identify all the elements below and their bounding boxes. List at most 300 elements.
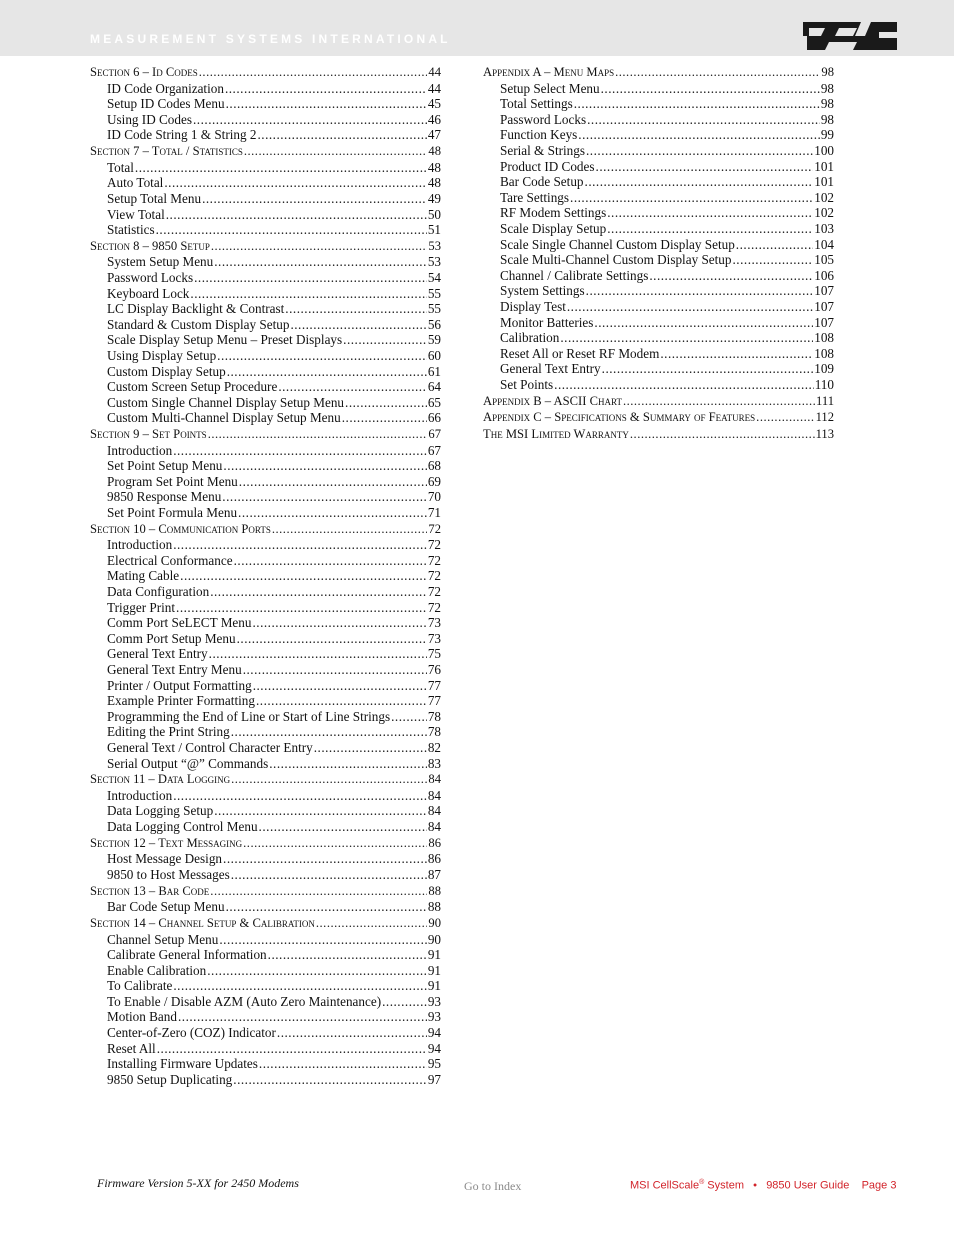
- toc-page-number: 48: [428, 144, 441, 159]
- toc-entry[interactable]: [483, 361, 834, 377]
- toc-entry-title: Bar Code Setup Menu: [107, 899, 225, 915]
- toc-page-number: 104: [814, 236, 834, 252]
- toc-page-number: 78: [427, 708, 441, 724]
- toc-entry[interactable]: [90, 332, 441, 348]
- toc-page-number: 101: [814, 174, 834, 190]
- toc-entry-title: Reset All: [107, 1040, 156, 1056]
- toc-entry[interactable]: [90, 584, 441, 600]
- dot-leader: [231, 724, 427, 740]
- toc-entry[interactable]: [90, 301, 441, 317]
- toc-section-entry[interactable]: [90, 238, 441, 255]
- toc-page-number: 98: [820, 96, 834, 112]
- toc-entry-title: Programming the End of Line or Start of Line Strings: [107, 708, 391, 724]
- toc-entry[interactable]: [483, 268, 834, 284]
- toc-entry[interactable]: [90, 1041, 441, 1057]
- toc-entry[interactable]: [90, 127, 441, 143]
- toc-entry-title: 9850 Response Menu: [107, 489, 222, 505]
- dot-leader: [223, 851, 427, 867]
- toc-section-entry[interactable]: [483, 393, 834, 410]
- toc-entry[interactable]: [483, 377, 834, 393]
- toc-entry-title: 9850 to Host Messages: [107, 866, 230, 882]
- toc-page-number: 97: [427, 1071, 441, 1087]
- toc-page-number: 110: [814, 376, 834, 392]
- toc-page-number: 73: [427, 630, 441, 646]
- toc-entry-title: Comm Port SeLECT Menu: [107, 615, 252, 631]
- toc-entry[interactable]: [90, 458, 441, 474]
- toc-page-number: 101: [814, 158, 834, 174]
- toc-page-number: 112: [815, 410, 834, 425]
- toc-column-left: [90, 64, 441, 1087]
- toc-page-number: 113: [815, 426, 834, 441]
- toc-page-number: 98: [821, 65, 834, 79]
- toc-entry-title: The MSI Limited Warranty: [483, 426, 629, 441]
- toc-section-entry[interactable]: [90, 883, 441, 900]
- dot-leader: [607, 205, 813, 221]
- toc-page-number: 94: [427, 1025, 441, 1041]
- toc-entry[interactable]: [90, 112, 441, 128]
- dot-leader: [239, 474, 427, 490]
- toc-entry-title: Custom Single Channel Display Setup Menu: [107, 394, 345, 410]
- toc-page-number: 73: [427, 615, 441, 631]
- toc-entry-title: Scale Display Setup Menu – Preset Displays: [107, 332, 343, 348]
- toc-page-number: 59: [427, 332, 441, 348]
- dot-leader: [277, 1025, 427, 1041]
- dot-leader: [231, 867, 427, 883]
- toc-entry-title: Electrical Conformance: [107, 552, 233, 568]
- toc-entry-title: Serial & Strings: [500, 143, 585, 159]
- toc-entry[interactable]: [90, 207, 441, 223]
- toc-entry-title: 9850 Setup Duplicating: [107, 1071, 233, 1087]
- dot-leader: [231, 771, 427, 788]
- toc-page-number: 61: [427, 363, 441, 379]
- toc-entry-title: Motion Band: [107, 1009, 177, 1025]
- toc-entry-title: Section 13 – Bar Code: [90, 883, 210, 898]
- toc-entry[interactable]: [90, 662, 441, 678]
- dot-leader: [272, 521, 428, 538]
- dot-leader: [285, 301, 427, 317]
- toc-entry[interactable]: [90, 474, 441, 490]
- toc-page-number: 77: [427, 693, 441, 709]
- toc-entry-title: RF Modem Settings: [500, 205, 607, 221]
- toc-entry-title: Data Logging Control Menu: [107, 819, 258, 835]
- toc-entry[interactable]: [90, 693, 441, 709]
- dot-leader: [268, 947, 427, 963]
- toc-page-number: 84: [427, 787, 441, 803]
- toc-entry[interactable]: [483, 252, 834, 268]
- toc-entry[interactable]: [483, 174, 834, 190]
- toc-entry-title: Tare Settings: [500, 189, 570, 205]
- toc-section-entry[interactable]: [90, 915, 441, 932]
- dot-leader: [253, 678, 427, 694]
- toc-page-number: 72: [427, 537, 441, 553]
- toc-page-number: 100: [814, 143, 834, 159]
- dot-leader: [209, 646, 427, 662]
- toc-entry[interactable]: [90, 756, 441, 772]
- toc-entry[interactable]: [90, 537, 441, 553]
- go-to-index-link[interactable]: Go to Index: [464, 1179, 522, 1193]
- toc-page-number: 77: [427, 677, 441, 693]
- toc-page-number: 108: [814, 345, 834, 361]
- toc-entry[interactable]: [483, 143, 834, 159]
- toc-entry-title: Calibration: [500, 330, 560, 346]
- toc-page-number: 87: [427, 866, 441, 882]
- toc-entry-title: Auto Total: [107, 175, 164, 191]
- dot-leader: [602, 361, 814, 377]
- toc-page-number: 53: [427, 254, 441, 270]
- dot-leader: [382, 994, 427, 1010]
- toc-entry[interactable]: [483, 221, 834, 237]
- toc-entry-title: Appendix C – Specifications & Summary of Features: [483, 410, 756, 425]
- toc-entry[interactable]: [483, 205, 834, 221]
- toc-entry-title: Introduction: [107, 442, 173, 458]
- dot-leader: [594, 315, 813, 331]
- toc-entry-title: Set Point Setup Menu: [107, 458, 223, 474]
- toc-entry-title: Channel Setup Menu: [107, 931, 219, 947]
- dot-leader: [259, 1056, 427, 1072]
- toc-entry[interactable]: [483, 299, 834, 315]
- toc-page-number: 88: [427, 899, 441, 915]
- toc-entry[interactable]: [90, 348, 441, 364]
- toc-entry-title: ID Code String 1 & String 2: [107, 127, 257, 143]
- dot-leader: [244, 143, 428, 160]
- toc-entry-title: Introduction: [107, 787, 173, 803]
- toc-entry[interactable]: [90, 96, 441, 112]
- toc-section-entry[interactable]: [483, 409, 834, 426]
- toc-entry-title: Section 14 – Channel Setup & Calibration: [90, 915, 315, 930]
- toc-entry[interactable]: [90, 443, 441, 459]
- toc-entry-title: Set Points: [500, 376, 554, 392]
- dot-leader: [194, 270, 427, 286]
- toc-section-entry[interactable]: [90, 835, 441, 852]
- toc-entry-title: Section 6 – Id Codes: [90, 65, 198, 79]
- toc-entry[interactable]: [90, 899, 441, 915]
- toc-entry[interactable]: [90, 947, 441, 963]
- toc-entry-title: To Enable / Disable AZM (Auto Zero Maintenance): [107, 993, 382, 1009]
- toc-entry[interactable]: [483, 112, 834, 128]
- toc-page-number: 53: [428, 238, 441, 253]
- toc-entry-title: General Text Entry Menu: [107, 662, 242, 678]
- dot-leader: [226, 96, 427, 112]
- toc-page-number: 75: [427, 646, 441, 662]
- toc-entry[interactable]: [90, 867, 441, 883]
- toc-entry[interactable]: [90, 410, 441, 426]
- registered-mark: ®: [699, 1179, 705, 1186]
- toc-page-number: 106: [814, 267, 834, 283]
- toc-entry-title: Program Set Point Menu: [107, 473, 238, 489]
- toc-entry-title: Set Point Formula Menu: [107, 505, 238, 520]
- toc-entry[interactable]: [90, 379, 441, 395]
- dot-leader: [178, 1009, 427, 1025]
- toc-page-number: 84: [428, 772, 441, 787]
- toc-page-number: 48: [427, 175, 441, 191]
- toc-entry[interactable]: [90, 222, 441, 238]
- toc-page-number: 72: [427, 584, 441, 600]
- dot-leader: [585, 174, 814, 190]
- toc-entry[interactable]: [90, 1072, 441, 1088]
- toc-entry-title: Standard & Custom Display Setup: [107, 316, 290, 332]
- dot-leader: [290, 317, 426, 333]
- toc-page-number: 72: [428, 521, 441, 536]
- toc-entry-title: LC Display Backlight & Contrast: [107, 301, 285, 317]
- toc-entry[interactable]: [90, 254, 441, 270]
- toc-entry-title: Installing Firmware Updates: [107, 1056, 258, 1072]
- company-name: MEASUREMENT SYSTEMS INTERNATIONAL: [90, 32, 451, 46]
- dot-leader: [269, 756, 427, 772]
- dot-leader: [660, 346, 813, 362]
- toc-page-number: 44: [427, 80, 441, 96]
- toc-page-number: 44: [428, 65, 441, 79]
- toc-entry[interactable]: [90, 994, 441, 1010]
- dot-leader: [567, 299, 813, 315]
- toc-entry-title: Setup ID Codes Menu: [107, 96, 225, 112]
- toc-entry[interactable]: [90, 270, 441, 286]
- toc-entry[interactable]: [90, 851, 441, 867]
- product-suffix: System: [704, 1179, 744, 1192]
- toc-page-number: 88: [428, 883, 441, 898]
- toc-page-number: 102: [814, 189, 834, 205]
- toc-page-number: 93: [427, 1009, 441, 1025]
- toc-page-number: 103: [814, 221, 834, 237]
- toc-page-number: 84: [427, 819, 441, 835]
- toc-page-number: 45: [427, 96, 441, 112]
- toc-section-entry[interactable]: [483, 64, 834, 81]
- toc-page-number: 82: [427, 740, 441, 755]
- toc-entry-title: Custom Multi-Channel Display Setup Menu: [107, 410, 341, 426]
- toc-page-number: 99: [820, 127, 834, 143]
- toc-page-number: 108: [814, 330, 834, 346]
- toc-entry[interactable]: [90, 724, 441, 740]
- toc-entry-title: Editing the Print String: [107, 724, 230, 740]
- toc-entry[interactable]: [90, 175, 441, 191]
- toc-entry[interactable]: [90, 631, 441, 647]
- toc-entry-title: Keyboard Lock: [107, 285, 190, 301]
- dot-leader: [554, 377, 814, 393]
- dot-leader: [173, 537, 427, 553]
- toc-entry-title: System Setup Menu: [107, 254, 214, 270]
- dot-leader: [596, 159, 814, 175]
- toc-entry-title: Using Display Setup: [107, 347, 217, 363]
- toc-entry[interactable]: [90, 709, 441, 725]
- toc-entry[interactable]: [90, 81, 441, 97]
- toc-entry-title: Custom Display Setup: [107, 363, 226, 379]
- toc-entry[interactable]: [483, 81, 834, 97]
- dot-leader: [234, 553, 427, 569]
- toc-entry-title: Setup Total Menu: [107, 190, 202, 206]
- toc-entry[interactable]: [90, 489, 441, 505]
- toc-entry[interactable]: [483, 190, 834, 206]
- dot-leader: [615, 64, 820, 81]
- dot-leader: [314, 740, 427, 756]
- toc-entry-title: Appendix A – Menu Maps: [483, 65, 615, 79]
- toc-section-entry[interactable]: [90, 64, 441, 81]
- dot-leader: [233, 1072, 427, 1088]
- footer-bullet: •: [753, 1179, 758, 1192]
- toc-entry[interactable]: [483, 315, 834, 331]
- toc-column-right: [483, 64, 834, 443]
- dot-leader: [217, 348, 427, 364]
- toc-page-number: 49: [427, 190, 441, 206]
- toc-entry-title: Password Locks: [107, 270, 194, 285]
- toc-entry[interactable]: [90, 395, 441, 411]
- toc-entry-title: Center-of-Zero (COZ) Indicator: [107, 1025, 276, 1041]
- toc-page-number: 68: [427, 458, 441, 474]
- dot-leader: [623, 393, 815, 410]
- toc-page-number: 47: [427, 127, 441, 143]
- toc-entry-title: System Settings: [500, 283, 585, 299]
- toc-page-number: 94: [427, 1040, 441, 1056]
- toc-page-number: 83: [427, 755, 441, 771]
- toc-page-number: 98: [820, 111, 834, 127]
- dot-leader: [207, 963, 427, 979]
- toc-entry[interactable]: [90, 1009, 441, 1025]
- dot-leader: [343, 332, 427, 348]
- toc-page-number: 107: [814, 314, 834, 330]
- toc-page-number: 71: [427, 505, 441, 520]
- toc-section-entry[interactable]: [90, 426, 441, 443]
- toc-page-number: 67: [428, 426, 441, 441]
- toc-entry[interactable]: [90, 1056, 441, 1072]
- toc-entry[interactable]: [90, 803, 441, 819]
- dot-leader: [736, 237, 813, 253]
- toc-entry[interactable]: [90, 600, 441, 616]
- toc-entry-title: General Text Entry: [107, 646, 208, 662]
- toc-entry[interactable]: [483, 283, 834, 299]
- dot-leader: [574, 96, 820, 112]
- toc-page-number: 76: [427, 662, 441, 678]
- toc-entry-title: Statistics: [107, 222, 155, 238]
- guide-title: 9850 User Guide: [766, 1179, 850, 1192]
- toc-entry[interactable]: [90, 819, 441, 835]
- toc-page-number: 90: [428, 915, 441, 930]
- toc-entry[interactable]: [90, 286, 441, 302]
- dot-leader: [214, 803, 427, 819]
- toc-entry-title: Reset All or Reset RF Modem: [500, 345, 660, 361]
- toc-entry[interactable]: [90, 978, 441, 994]
- dot-leader: [193, 112, 427, 128]
- dot-leader: [166, 207, 427, 223]
- toc-entry-title: Calibrate General Information: [107, 947, 267, 963]
- toc-entry[interactable]: [483, 96, 834, 112]
- toc-page-number: 105: [814, 252, 834, 268]
- toc-entry-title: Example Printer Formatting: [107, 693, 255, 709]
- toc-entry[interactable]: [90, 615, 441, 631]
- toc-page-number: 102: [814, 205, 834, 221]
- toc-page-number: 48: [427, 159, 441, 175]
- toc-page-number: 67: [427, 442, 441, 458]
- toc-entry-title: Printer / Output Formatting: [107, 677, 252, 693]
- toc-entry-title: Section 11 – Data Logging: [90, 772, 231, 787]
- dot-leader: [259, 819, 427, 835]
- dot-leader: [342, 410, 427, 426]
- toc-page-number: 72: [427, 599, 441, 615]
- toc-entry[interactable]: [483, 346, 834, 362]
- toc-entry-title: Enable Calibration: [107, 962, 207, 978]
- toc-entry-title: Total: [107, 159, 134, 175]
- dot-leader: [223, 458, 426, 474]
- toc-entry[interactable]: [483, 237, 834, 253]
- toc-entry-title: Setup Select Menu: [500, 80, 600, 96]
- dot-leader: [202, 191, 427, 207]
- dot-leader: [219, 932, 426, 948]
- toc-entry[interactable]: [90, 740, 441, 756]
- dot-leader: [252, 615, 426, 631]
- toc-page-number: 69: [427, 473, 441, 489]
- toc-entry[interactable]: [90, 932, 441, 948]
- dot-leader: [733, 252, 814, 268]
- dot-leader: [278, 379, 427, 395]
- toc-page-number: 86: [427, 851, 441, 867]
- dot-leader: [586, 283, 814, 299]
- toc-entry-title: Comm Port Setup Menu: [107, 630, 236, 646]
- toc-entry[interactable]: [90, 364, 441, 380]
- page-number: Page 3: [861, 1179, 897, 1192]
- toc-page-number: 84: [427, 803, 441, 819]
- toc-section-entry[interactable]: [483, 426, 834, 443]
- toc-page-number: 51: [427, 222, 441, 238]
- toc-entry[interactable]: [90, 678, 441, 694]
- toc-entry[interactable]: [90, 160, 441, 176]
- toc-entry-title: Scale Single Channel Custom Display Setup: [500, 236, 735, 252]
- toc-entry-title: Bar Code Setup: [500, 174, 584, 190]
- toc-section-entry[interactable]: [90, 771, 441, 788]
- toc-entry[interactable]: [90, 646, 441, 662]
- toc-entry-title: Section 9 – Set Points: [90, 426, 207, 441]
- toc-entry[interactable]: [90, 963, 441, 979]
- toc-entry[interactable]: [90, 191, 441, 207]
- toc-entry-title: Product ID Codes: [500, 158, 595, 174]
- toc-page-number: 64: [427, 379, 441, 395]
- dot-leader: [256, 693, 427, 709]
- toc-entry[interactable]: [90, 505, 441, 521]
- dot-leader: [345, 395, 427, 411]
- dot-leader: [586, 143, 813, 159]
- toc-entry-title: Section 12 – Text Messaging: [90, 835, 243, 850]
- toc-page-number: 93: [427, 993, 441, 1009]
- toc-entry-title: Section 10 – Communication Ports: [90, 521, 271, 536]
- dot-leader: [391, 709, 427, 725]
- dot-leader: [164, 175, 426, 191]
- firmware-version: Firmware Version 5-XX for 2450 Modems: [97, 1176, 299, 1190]
- toc-entry-title: Introduction: [107, 537, 173, 553]
- toc-page-number: 70: [427, 489, 441, 505]
- toc-entry-title: Monitor Batteries: [500, 314, 594, 330]
- toc-entry[interactable]: [90, 1025, 441, 1041]
- msi-logo-icon: [795, 22, 897, 50]
- toc-entry[interactable]: [90, 317, 441, 333]
- toc-entry[interactable]: [90, 568, 441, 584]
- dot-leader: [316, 915, 428, 932]
- toc-page-number: 107: [814, 299, 834, 314]
- dot-leader: [210, 883, 427, 900]
- toc-entry[interactable]: [90, 788, 441, 804]
- dot-leader: [173, 978, 426, 994]
- toc-entry[interactable]: [483, 159, 834, 175]
- dot-leader: [173, 443, 427, 459]
- dot-leader: [227, 364, 427, 380]
- toc-entry-title: Scale Multi-Channel Custom Display Setup: [500, 252, 732, 268]
- toc-entry-title: Trigger Print: [107, 599, 176, 615]
- toc-page-number: 91: [427, 947, 441, 963]
- toc-section-entry[interactable]: [90, 521, 441, 538]
- toc-entry[interactable]: [483, 127, 834, 143]
- dot-leader: [238, 505, 427, 521]
- dot-leader: [226, 899, 427, 915]
- toc-section-entry[interactable]: [90, 143, 441, 160]
- toc-entry[interactable]: [483, 330, 834, 346]
- dot-leader: [190, 286, 426, 302]
- product-name: MSI CellScale: [630, 1179, 700, 1192]
- toc-entry[interactable]: [90, 553, 441, 569]
